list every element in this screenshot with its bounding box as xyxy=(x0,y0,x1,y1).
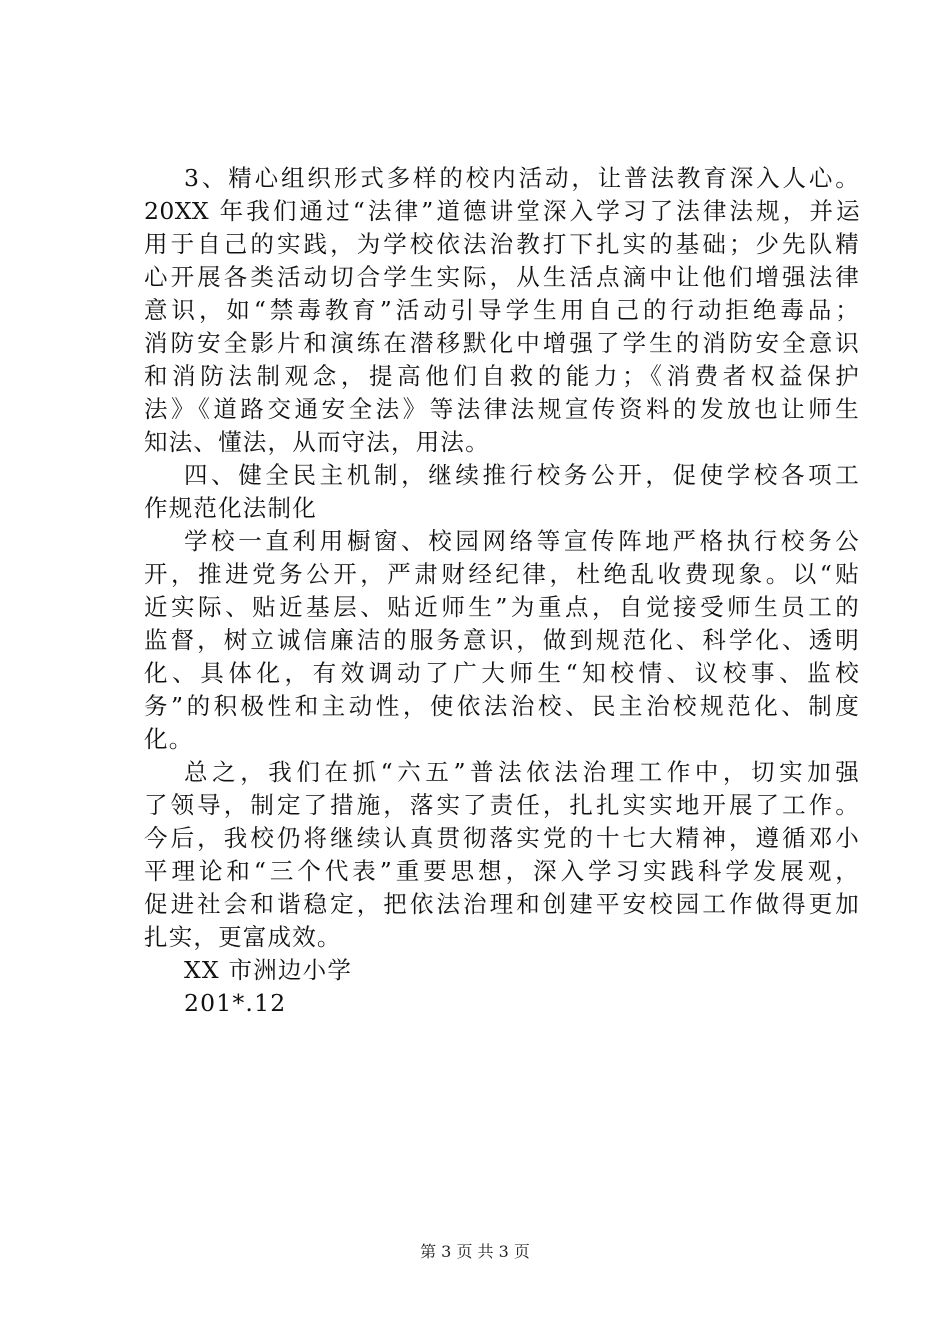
text-line: 消防安全影片和演练在潜移默化中增强了学生的消防安全意识 xyxy=(144,329,860,357)
text-line: 20XX 年我们通过“法律”道德讲堂深入学习了法律法规，并运 xyxy=(144,197,860,225)
section-heading-line: 作规范化法制化 xyxy=(144,494,317,522)
text-line: 法》《道路交通安全法》等法律法规宣传资料的发放也让师生 xyxy=(144,395,860,423)
document-body xyxy=(144,162,860,1020)
page-number-footer: 第 3 页 共 3 页 xyxy=(420,1242,530,1261)
signature-date: 201*.12 xyxy=(184,989,287,1017)
text-line: 促进社会和谐稳定，把依法治理和创建平安校园工作做得更加 xyxy=(144,890,860,918)
text-line: 务”的积极性和主动性，使依法治校、民主治校规范化、制度 xyxy=(144,692,860,720)
text-line: 化。 xyxy=(144,725,194,753)
signature-school: XX 市洲边小学 xyxy=(184,956,353,984)
text-line: 和消防法制观念，提高他们自救的能力；《消费者权益保护 xyxy=(144,362,860,390)
text-line: 了领导，制定了措施，落实了责任，扎扎实实地开展了工作。 xyxy=(144,791,860,819)
text-line: 心开展各类活动切合学生实际，从生活点滴中让他们增强法律 xyxy=(144,263,860,291)
text-line: 知法、懂法，从而守法，用法。 xyxy=(144,428,490,456)
text-line: 平理论和“三个代表”重要思想，深入学习实践科学发展观， xyxy=(144,857,860,885)
text-line: 开，推进党务公开，严肃财经纪律，杜绝乱收费现象。以“贴 xyxy=(144,560,860,588)
text-line: 3、精心组织形式多样的校内活动，让普法教育深入人心。 xyxy=(184,164,860,192)
text-line: 近实际、贴近基层、贴近师生”为重点，自觉接受师生员工的 xyxy=(144,593,860,621)
text-line: 监督，树立诚信廉洁的服务意识，做到规范化、科学化、透明 xyxy=(144,626,860,654)
text-line: 扎实，更富成效。 xyxy=(144,923,342,951)
text-line: 用于自己的实践，为学校依法治教打下扎实的基础；少先队精 xyxy=(144,230,860,258)
text-line: 总之，我们在抓“六五”普法依法治理工作中，切实加强 xyxy=(184,758,860,786)
text-line: 学校一直利用橱窗、校园网络等宣传阵地严格执行校务公 xyxy=(184,527,860,555)
text-line: 今后，我校仍将继续认真贯彻落实党的十七大精神，遵循邓小 xyxy=(144,824,860,852)
text-line: 意识，如“禁毒教育”活动引导学生用自己的行动拒绝毒品； xyxy=(144,296,860,324)
section-heading-line: 四、健全民主机制，继续推行校务公开，促使学校各项工 xyxy=(184,461,860,489)
text-line: 化、具体化，有效调动了广大师生“知校情、议校事、监校 xyxy=(144,659,860,687)
